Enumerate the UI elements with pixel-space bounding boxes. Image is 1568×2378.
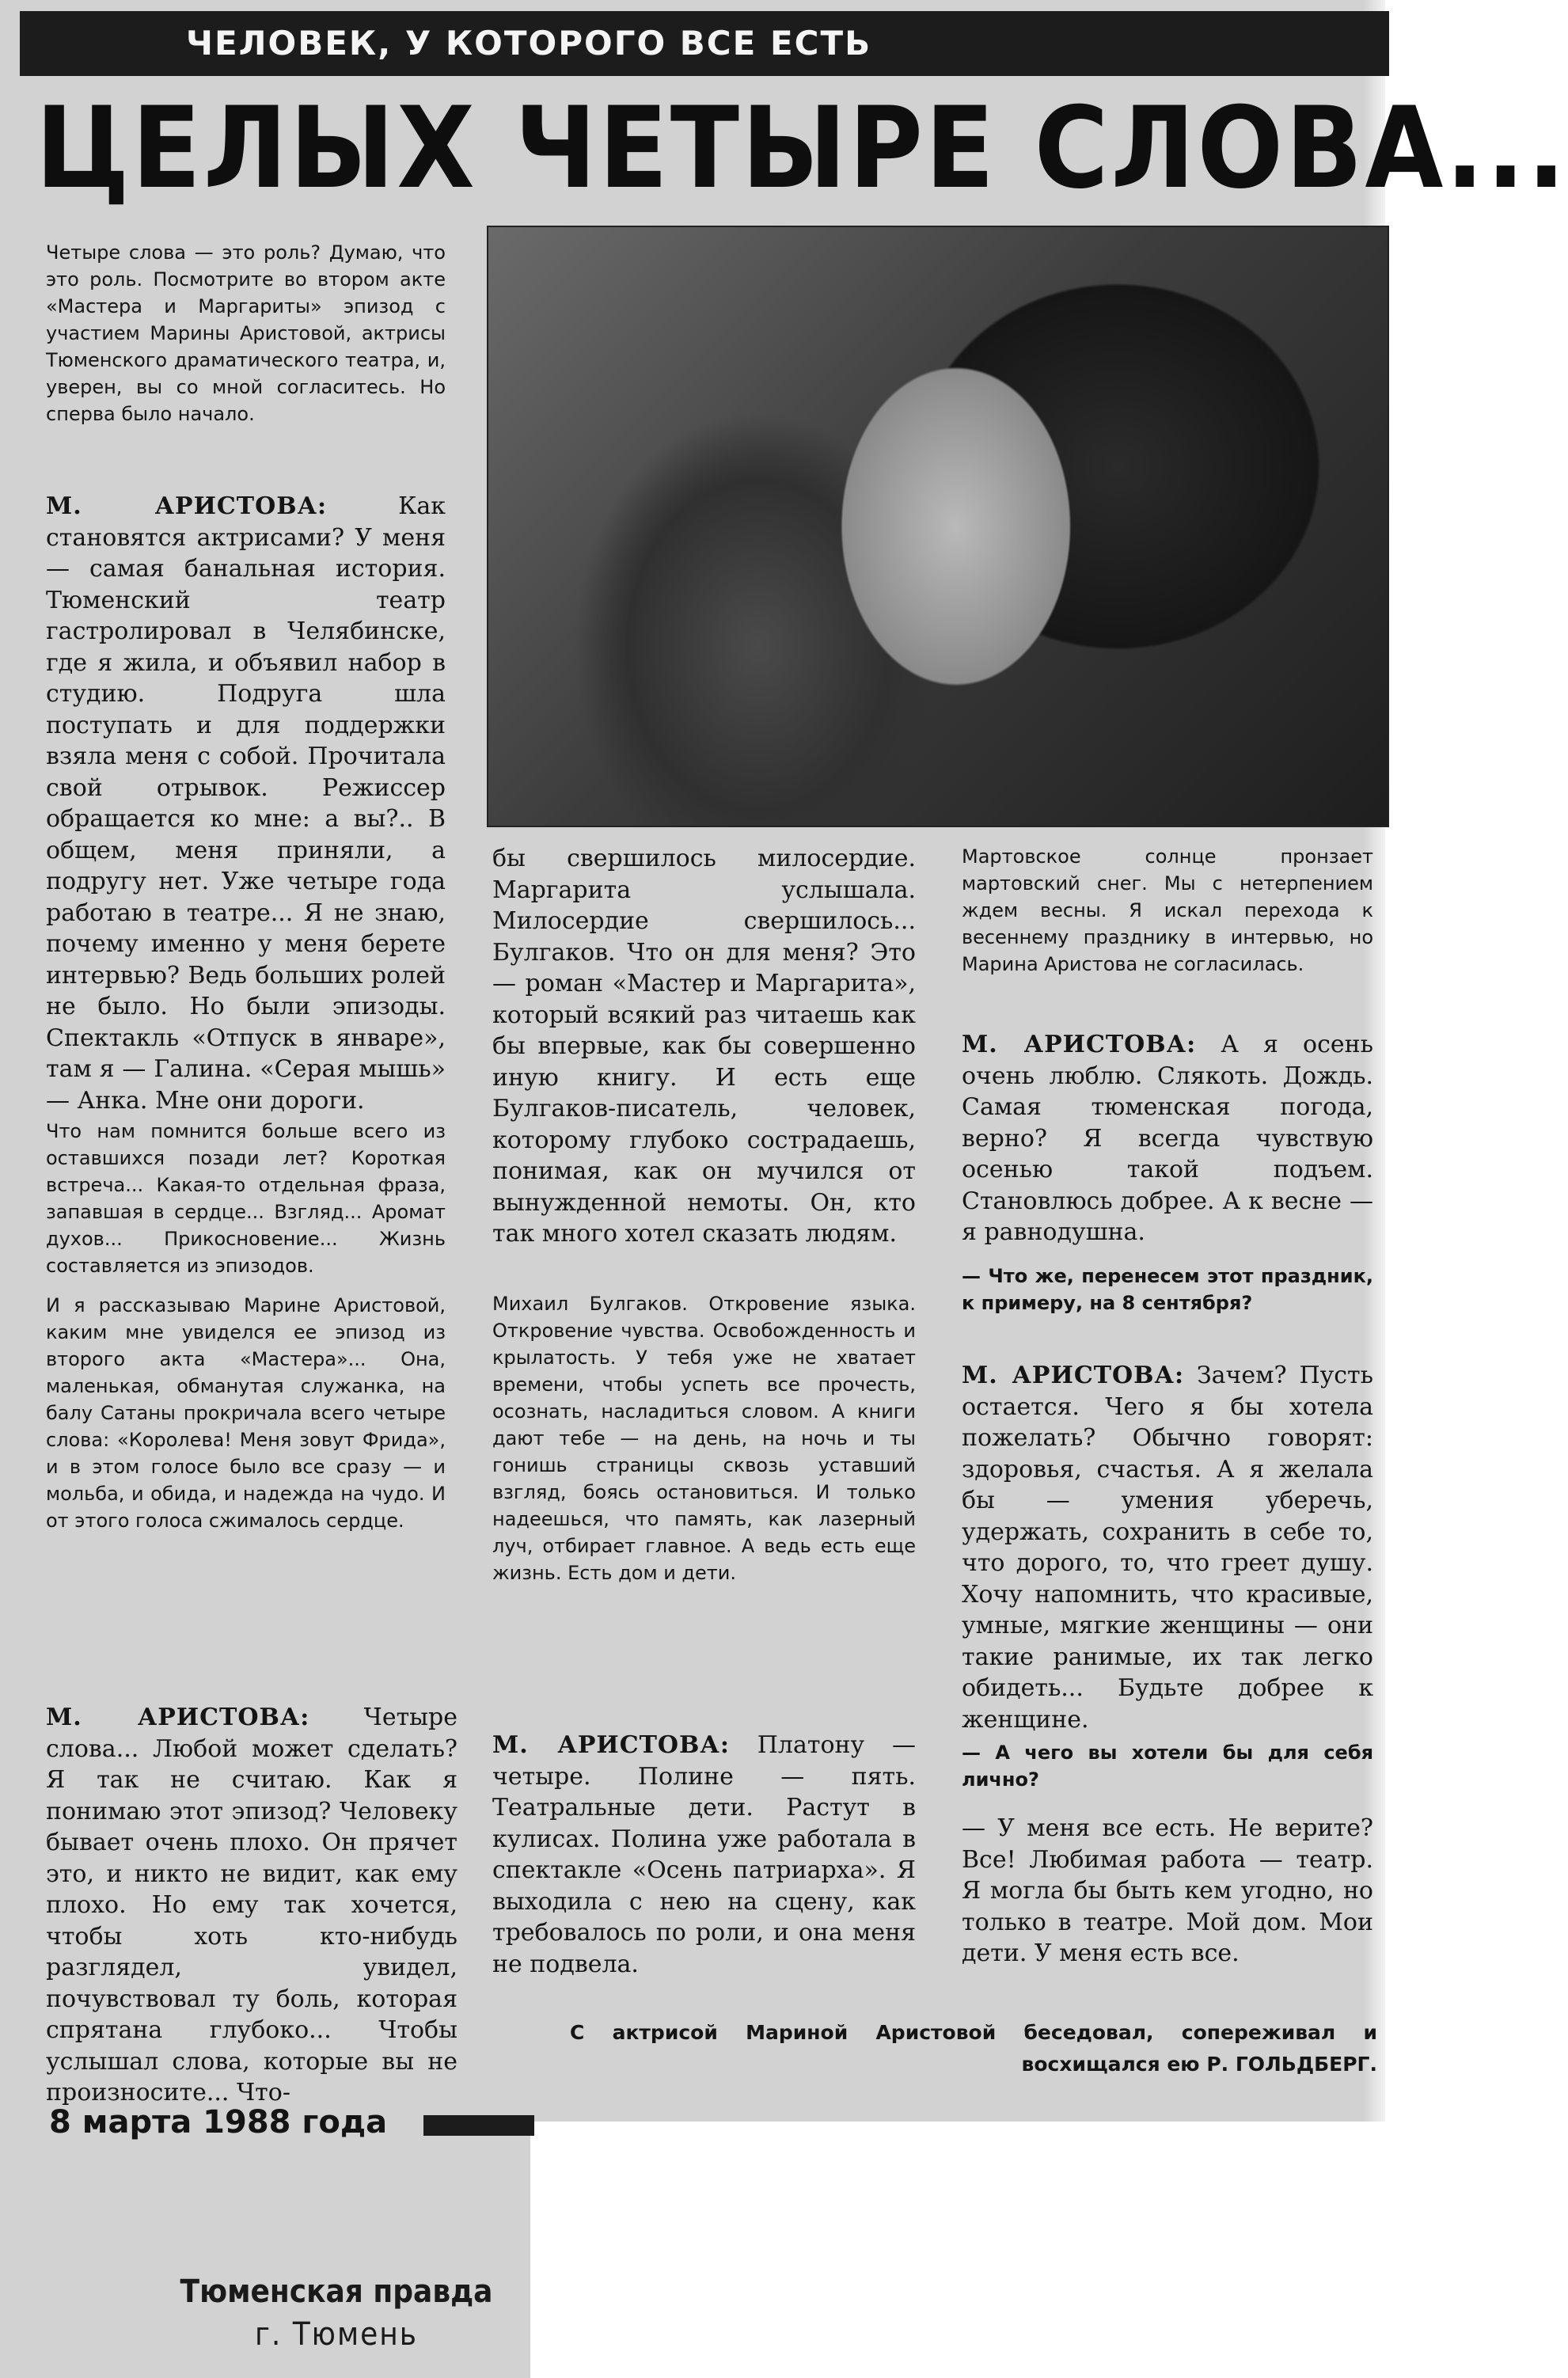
column-3-part-6 (962, 1813, 1373, 1970)
date-rule (423, 2115, 534, 2136)
publication-date: 8 марта 1988 года (49, 2104, 388, 2141)
column-2-part-3 (492, 1730, 916, 1980)
column-3-part-3 (962, 1263, 1373, 1316)
column-1-part-3 (46, 1702, 457, 2109)
narration-text: Что нам помнится больше всего из оставшихся позади лет? Короткая встреча... Какая-то отдельная фраза, запавшая в сердце... Взгляд... Аромат духов... Прикосновение... Жизнь составляется из эпизодов. (46, 1120, 446, 1277)
narration-text: Михаил Булгаков. Откровение языка. Откровение чувства. Освобожденность и крылатость. У тебя уже не хватает времени, чтобы успеть все прочесть, осознать, насладиться словом. А книги дают тебе — на день, на ночь и ты гонишь страницы сквозь уставший взгляд, боясь остановиться. И только надеешься, что память, как лазерный луч, отбирает главное. А ведь есть еще жизнь. Есть дом и дети. (492, 1293, 916, 1584)
column-2-part-2 (492, 1290, 916, 1586)
answer-text: Платону — четыре. Полине — пять. Театральные дети. Растут в кулисах. Полина уже работала в спектакле «Осень патриарха». Я выходила с нею на сцену, как требовалось по роли, и она меня не подвела. (492, 1731, 916, 1978)
column-2-part-1 (492, 843, 916, 1250)
answer-text: А я осень очень люблю. Слякоть. Дождь. Самая тюменская погода, верно? Я всегда чувствую осенью такой подъем. Становлюсь добрее. А к весне — я равнодушна. (962, 1031, 1373, 1246)
article-headline: ЦЕЛЫХ ЧЕТЫРЕ СЛОВА... (36, 83, 1568, 214)
answer-text: Как становятся актрисами? У меня — самая банальная история. Тюменский театр гастролировал в Челябинске, где я жила, и объявил набор в студию. Подруга шла поступать и для поддержки взяла меня с собой. Прочитала свой отрывок. Режиссер обращается ко мне: а вы?.. В общем, меня приняли, а подругу нет. Уже четыре года работаю в театре... Я не знаю, почему именно у меня берете интервью? Ведь больших ролей не было. Но были эпизоды. Спектакль «Отпуск в январе», там я — Галина. «Серая мышь» — Анка. Мне они дороги. (46, 492, 446, 1115)
newspaper-stamp (178, 2270, 495, 2356)
speaker-label: М. АРИСТОВА: (962, 1362, 1185, 1389)
speaker-label: М. АРИСТОВА: (46, 1704, 310, 1731)
speaker-label: М. АРИСТОВА: (46, 492, 328, 520)
section-rubric: ЧЕЛОВЕК, У КОТОРОГО ВСЕ ЕСТЬ (20, 11, 1389, 76)
question-text: — Что же, перенесем этот праздник, к примеру, на 8 сентября? (962, 1265, 1373, 1314)
answer-text: бы свершилось милосердие. Маргарита услышала. Милосердие свершилось... Булгаков. Что он для меня? Это — роман «Мастер и Маргарита», который всякий раз читаешь как бы впервые, как бы совершенно иную книгу. И есть еще Булгаков-писатель, человек, которому глубоко сострадаешь, понимая, как он мучился от вынужденной немоты. Он, кто так много хотел сказать людям. (492, 845, 916, 1248)
answer-text: Зачем? Пусть остается. Чего я бы хотела пожелать? Обычно говорят: здоровья, счастья. А я желала бы — умения уберечь, удержать, сохранить в себе то, что дорого, то, что греет душу. Хочу напомнить, что красивые, умные, мягкие женщины — они такие ранимые, их так легко обидеть... Будьте добрее к женщине. (962, 1362, 1373, 1734)
narration-text: И я рассказываю Марине Аристовой, каким мне увиделся ее эпизод из второго акта «Мастера»... Она, маленькая, обманутая служанка, на балу Сатаны прокричала всего четыре слова: «Королева! Меня зовут Фрида», и в этом голосе было все сразу — и мольба, и обида, и надежда на чудо. И от этого голоса сжималось сердце. (46, 1294, 446, 1532)
column-1-part-2 (46, 1118, 446, 1534)
stamp-title: Тюменская правда (180, 2274, 493, 2310)
stamp-city: г. Тюмень (254, 2316, 419, 2353)
narration-text: Мартовское солнце пронзает мартовский снег. Мы с нетерпением ждем весны. Я искал перехода к весеннему празднику в интервью, но Марина Аристова не согласилась. (962, 845, 1373, 975)
column-1-part-1 (46, 491, 446, 1116)
portrait-photo (487, 226, 1389, 827)
answer-text: — У меня все есть. Не верите? Все! Любимая работа — театр. Я могла бы быть кем угодно, но только в театре. Мой дом. Мои дети. У меня есть все. (962, 1814, 1373, 1967)
column-3-part-1 (962, 843, 1373, 978)
column-3-part-5 (962, 1739, 1373, 1793)
speaker-label: М. АРИСТОВА: (492, 1731, 730, 1759)
answer-text: Четыре слова... Любой может сделать? Я так не считаю. Как я понимаю этот эпизод? Человеку бывает очень плохо. Он прячет это, и никто не видит, как ему плохо. Но ему так хочется, чтобы хоть кто-нибудь разглядел, увидел, почувствовал ту боль, которая спрятана глубоко... Чтобы услышал слова, которые вы не произносите... Что- (46, 1704, 457, 2106)
column-3-part-2 (962, 1029, 1373, 1248)
author-credit: С актрисой Мариной Аристовой беседовал, сопереживал и восхищался ею Р. ГОЛЬДБЕРГ. (570, 2021, 1377, 2076)
article-lead: Четыре слова — это роль? Думаю, что это роль. Посмотрите во втором акте «Мастера и Маргариты» эпизод с участием Марины Аристовой, актрисы Тюменского драматического театра, и, уверен, вы со мной согласитесь. Но сперва было начало. (46, 241, 446, 425)
question-text: — А чего вы хотели бы для себя лично? (962, 1742, 1373, 1791)
speaker-label: М. АРИСТОВА: (962, 1031, 1197, 1058)
column-3-part-4 (962, 1360, 1373, 1735)
